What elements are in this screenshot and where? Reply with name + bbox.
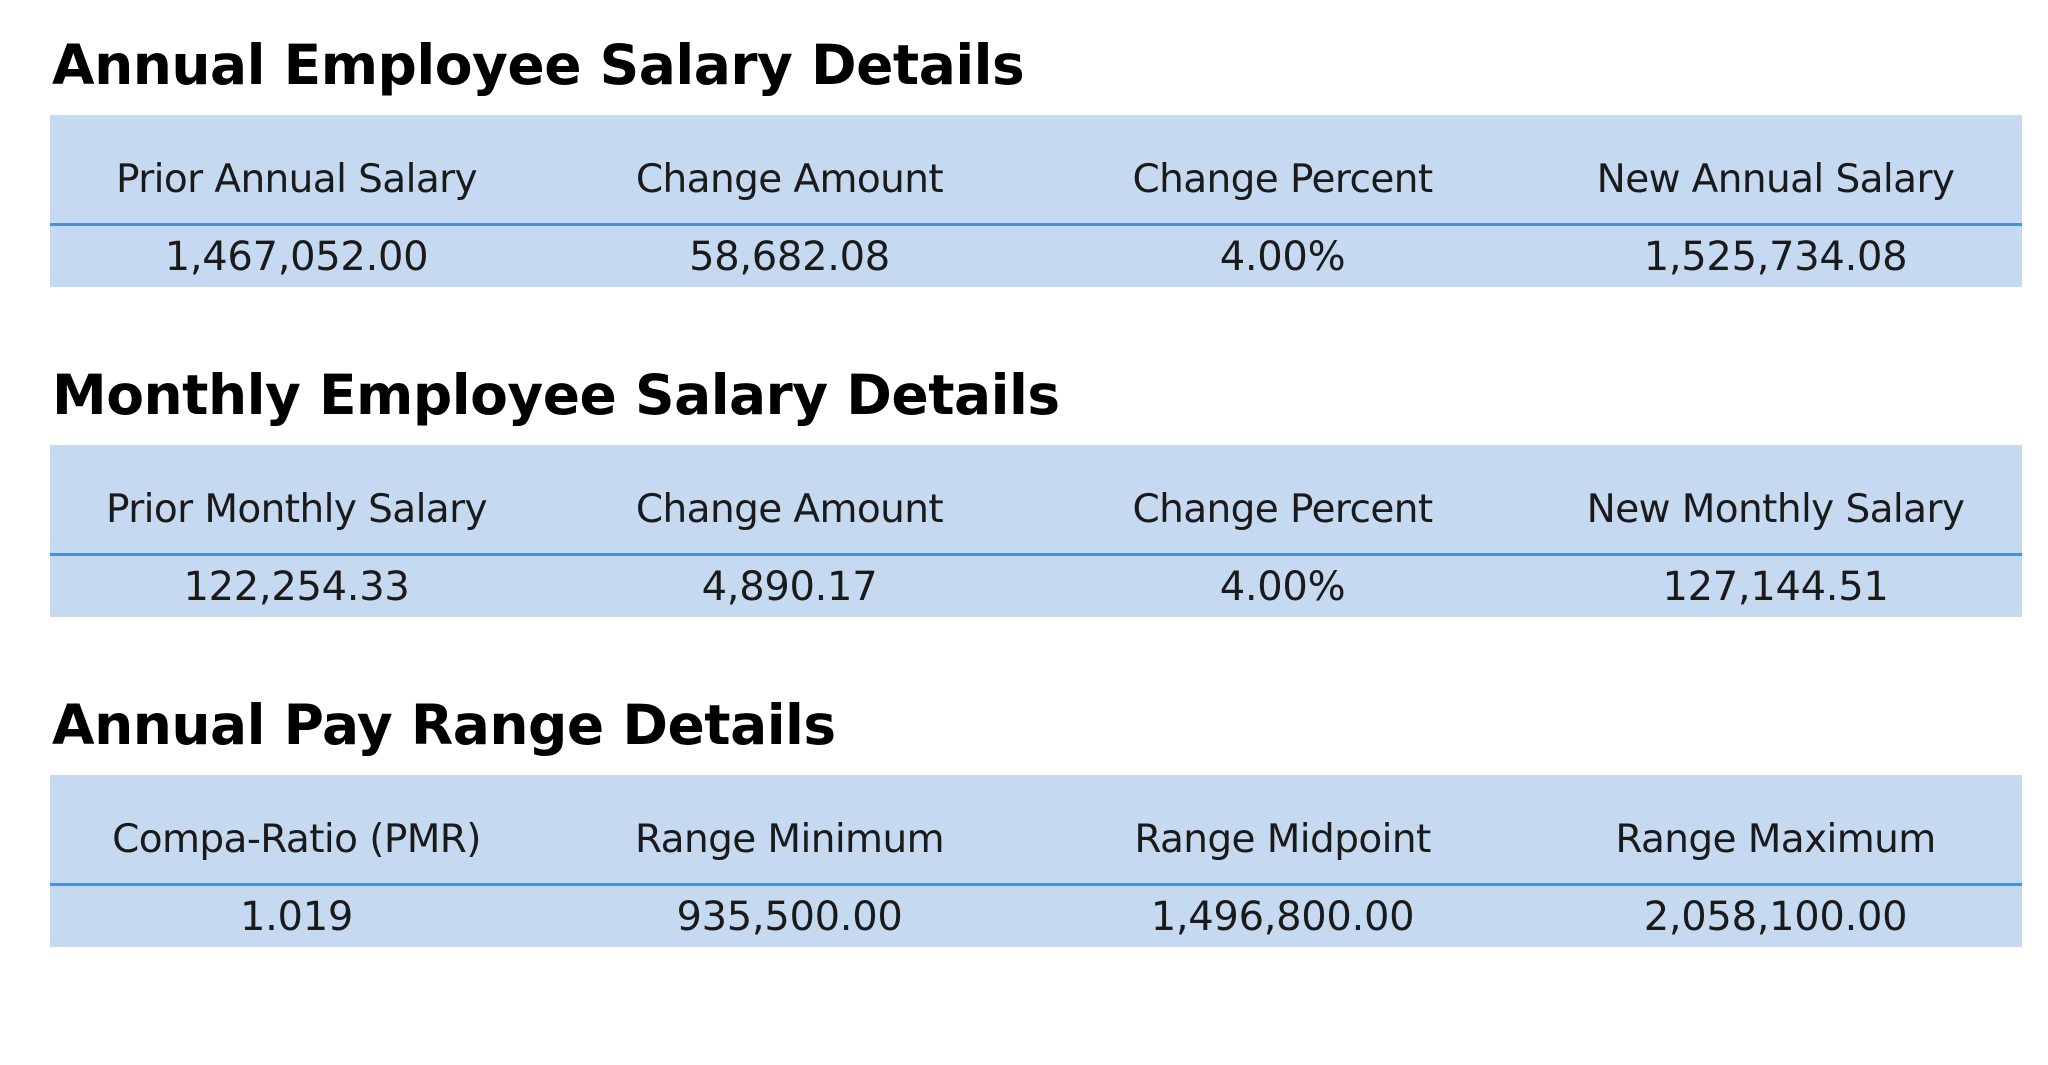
table-header-row [50, 445, 2022, 556]
annual-salary-title: Annual Employee Salary Details [52, 33, 1025, 97]
annual-salary-table [50, 115, 2022, 287]
column-header-prior-monthly-salary: Prior Monthly Salary [105, 487, 488, 532]
column-header-new-annual-salary: New Annual Salary [1596, 157, 1955, 202]
table-row [50, 226, 2022, 287]
column-header-compa-ratio: Compa-Ratio (PMR) [112, 817, 481, 862]
column-header-range-minimum: Range Minimum [635, 817, 944, 862]
compa-ratio-value: 1.019 [239, 894, 353, 940]
monthly-change-amount-value: 4,890.17 [701, 564, 878, 610]
table-row [50, 886, 2022, 947]
monthly-salary-table [50, 445, 2022, 617]
column-header-change-amount: Change Amount [635, 487, 944, 532]
prior-monthly-salary-value: 122,254.33 [183, 564, 410, 610]
column-header-prior-annual-salary: Prior Annual Salary [115, 157, 478, 202]
annual-change-percent-value: 4.00% [1219, 234, 1346, 280]
new-annual-salary-value: 1,525,734.08 [1643, 234, 1908, 280]
column-header-range-midpoint: Range Midpoint [1134, 817, 1431, 862]
column-header-change-percent: Change Percent [1132, 157, 1433, 202]
monthly-change-percent-value: 4.00% [1219, 564, 1346, 610]
column-header-range-maximum: Range Maximum [1615, 817, 1936, 862]
pay-range-table [50, 775, 2022, 947]
column-header-new-monthly-salary: New Monthly Salary [1586, 487, 1965, 532]
new-monthly-salary-value: 127,144.51 [1662, 564, 1889, 610]
prior-annual-salary-value: 1,467,052.00 [164, 234, 429, 280]
pay-range-title: Annual Pay Range Details [52, 693, 836, 757]
column-header-change-percent: Change Percent [1132, 487, 1433, 532]
table-header-row [50, 115, 2022, 226]
column-header-change-amount: Change Amount [635, 157, 944, 202]
range-midpoint-value: 1,496,800.00 [1150, 894, 1415, 940]
table-header-row [50, 775, 2022, 886]
range-minimum-value: 935,500.00 [676, 894, 903, 940]
table-row [50, 556, 2022, 617]
annual-change-amount-value: 58,682.08 [689, 234, 890, 280]
range-maximum-value: 2,058,100.00 [1643, 894, 1908, 940]
monthly-salary-title: Monthly Employee Salary Details [52, 363, 1060, 427]
